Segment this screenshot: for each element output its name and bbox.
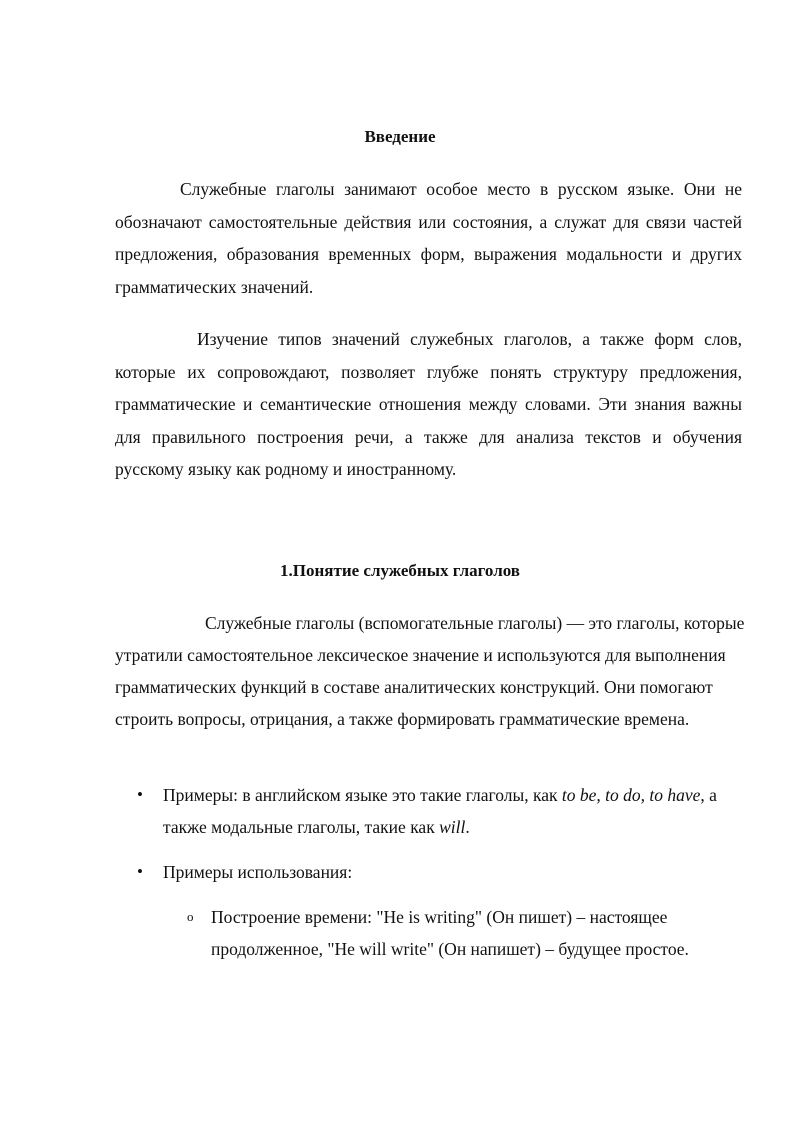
sub-list-item: Построение времени: "He is writing" (Он пишет) – настоящее продолженное, "He will write" (Он напишет) – будущее простое.	[211, 907, 689, 959]
bullet-text-suffix: .	[465, 817, 470, 837]
bullet-text-middle: , а также модальные глаголы, такие как	[163, 785, 717, 837]
bullet-text-italic-verbs: to be, to do, to have	[561, 785, 701, 805]
bullet-marker: •	[137, 862, 143, 881]
intro-paragraph-1: Служебные глаголы занимают особое место в русском языке. Они не обозначают самостоятельные действия или состояния, а служат для связи частей предложения, образования временных форм, выражения модальности и других грамматических значений.	[115, 179, 742, 297]
bullet-text-italic-will: will	[439, 817, 466, 837]
section-1-heading: 1.Понятие служебных глаголов	[280, 561, 520, 580]
list-item	[163, 779, 723, 843]
intro-heading: Введение	[364, 127, 436, 146]
bullet-marker: •	[137, 785, 143, 804]
sub-bullet-marker: o	[187, 909, 194, 924]
bullet-text-prefix: Примеры: в английском языке это такие глаголы, как	[163, 785, 562, 805]
list-item: Примеры использования:	[163, 862, 353, 882]
intro-paragraph-2: Изучение типов значений служебных глаголов, а также форм слов, которые их сопровождают, позволяет глубже понять структуру предложения, грамматические и семантические отношения между словами. Эти знания важны для правильного построения речи, а также для анализа текстов и обучения русскому языку как родному и иностранному.	[115, 329, 742, 479]
section-1-paragraph: Служебные глаголы (вспомогательные глаголы) — это глаголы, которые утратили самостоятельное лексическое значение и используются для выполнения грамматических функций в составе аналитических конструкций. Они помогают строить вопросы, отрицания, а также формировать грамматические времена.	[115, 613, 745, 729]
